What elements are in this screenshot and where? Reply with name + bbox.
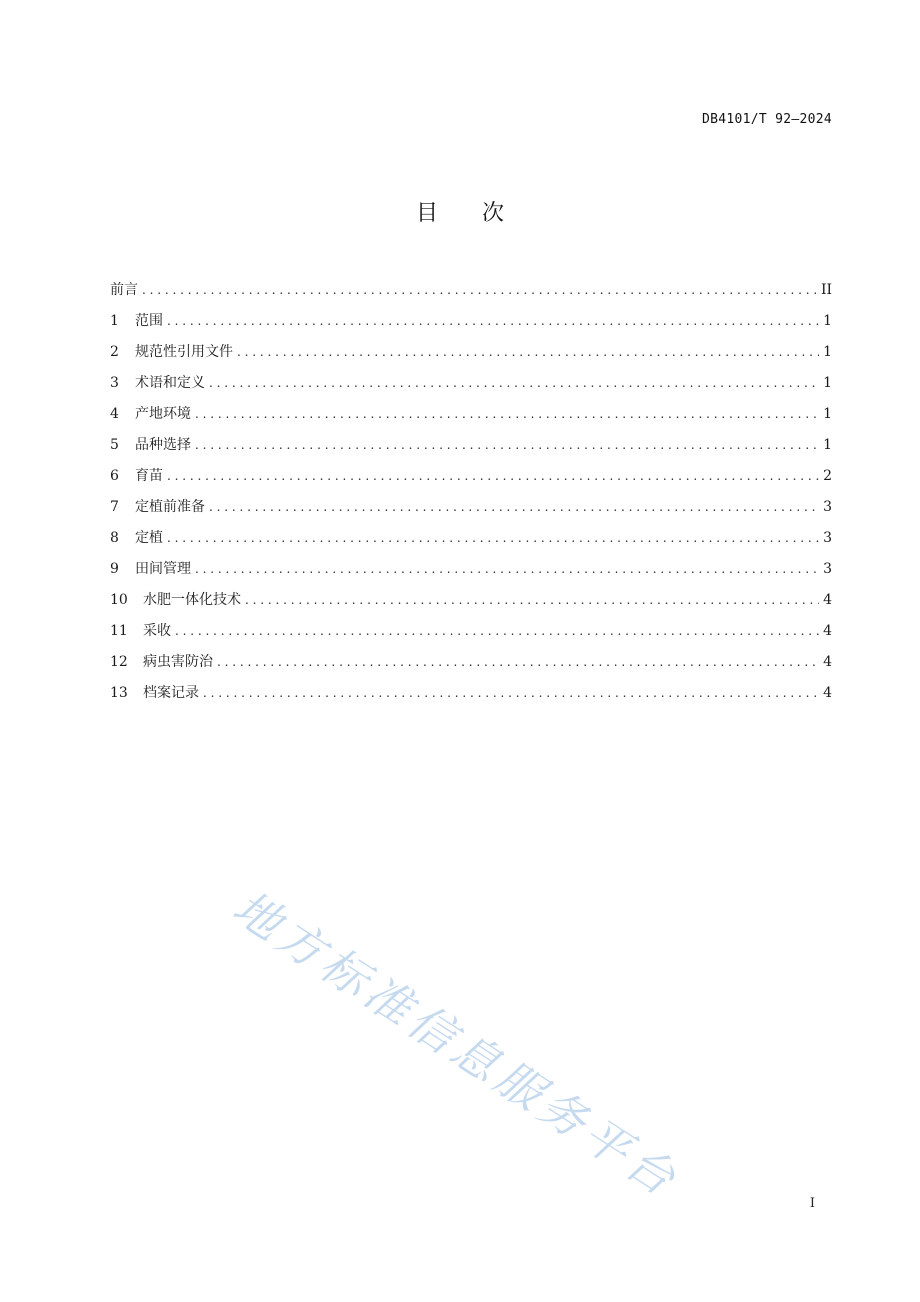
toc-entry-page: 3: [823, 561, 832, 577]
toc-entry[interactable]: [110, 280, 832, 311]
toc-entry-page: 3: [823, 530, 832, 546]
toc-entry-number: 7: [110, 499, 119, 515]
toc-dot-leader: [209, 373, 819, 393]
toc-entry[interactable]: [110, 466, 832, 497]
toc-entry[interactable]: [110, 621, 832, 652]
toc-entry-label: 规范性引用文件: [135, 344, 233, 360]
toc-entry-number: 11: [110, 623, 128, 639]
toc-entry-number: 6: [110, 468, 119, 484]
toc-entry-page: 1: [823, 375, 832, 391]
toc-entry-label: 育苗: [135, 468, 163, 484]
toc-entry-label: 档案记录: [143, 685, 199, 701]
toc-entry-number: 10: [110, 592, 128, 608]
toc-entry-number: 1: [110, 313, 119, 329]
page-title: 目次: [415, 201, 548, 226]
page-number: I: [809, 1196, 815, 1211]
toc-entry-number: 13: [110, 685, 128, 701]
toc-entry-number: 5: [110, 437, 119, 453]
toc-entry-label: 产地环境: [135, 406, 191, 422]
toc-dot-leader: [209, 497, 819, 517]
toc-entry-label: 范围: [135, 313, 163, 329]
toc-entry-label: 品种选择: [135, 437, 191, 453]
toc-entry-label: 定植: [135, 530, 163, 546]
toc-entry-page: 1: [823, 406, 832, 422]
toc-entry-number: 8: [110, 530, 119, 546]
toc-dot-leader: [203, 683, 819, 703]
toc-entry-label: 前言: [110, 282, 138, 298]
toc-dot-leader: [175, 621, 819, 641]
toc-entry[interactable]: [110, 373, 832, 404]
toc-entry-page: 1: [823, 437, 832, 453]
toc-dot-leader: [195, 559, 819, 579]
toc-entry-label: 田间管理: [135, 561, 191, 577]
toc-entry-label: 定植前准备: [135, 499, 205, 515]
toc-entry-label: 病虫害防治: [143, 654, 213, 670]
toc-entry-number: 4: [110, 406, 119, 422]
toc-entry-label: 水肥一体化技术: [143, 592, 241, 608]
toc-entry-number: 3: [110, 375, 119, 391]
toc-entry[interactable]: [110, 528, 832, 559]
toc-entry[interactable]: [110, 311, 832, 342]
toc-entry-page: 4: [823, 623, 832, 639]
toc-entry[interactable]: [110, 652, 832, 683]
toc-entry-page: 2: [823, 468, 832, 484]
toc-entry[interactable]: [110, 404, 832, 435]
toc-entry-label: 采收: [143, 623, 171, 639]
toc-entry-number: 2: [110, 344, 119, 360]
standard-number: DB4101/T 92—2024: [701, 112, 832, 127]
toc-entry[interactable]: [110, 435, 832, 466]
toc-entry-number: 12: [110, 654, 128, 670]
toc-entry-page: 4: [823, 654, 832, 670]
toc-dot-leader: [195, 404, 819, 424]
table-of-contents: [110, 280, 832, 714]
toc-entry[interactable]: [110, 683, 832, 714]
toc-dot-leader: [142, 280, 817, 300]
toc-dot-leader: [237, 342, 819, 362]
toc-entry-label: 术语和定义: [135, 375, 205, 391]
toc-entry-page: 1: [823, 344, 832, 360]
toc-entry-page: 4: [823, 685, 832, 701]
toc-dot-leader: [195, 435, 819, 455]
toc-dot-leader: [167, 466, 819, 486]
toc-entry-number: 9: [110, 561, 119, 577]
toc-entry-page: 1: [823, 313, 832, 329]
toc-dot-leader: [245, 590, 819, 610]
toc-entry-page: II: [820, 282, 832, 298]
toc-entry[interactable]: [110, 559, 832, 590]
watermark: 地方标准信息服务平台: [223, 879, 690, 1209]
toc-dot-leader: [167, 528, 819, 548]
toc-dot-leader: [217, 652, 819, 672]
toc-entry[interactable]: [110, 590, 832, 621]
toc-entry-page: 4: [823, 592, 832, 608]
toc-dot-leader: [167, 311, 819, 331]
toc-entry[interactable]: [110, 342, 832, 373]
toc-entry[interactable]: [110, 497, 832, 528]
toc-entry-page: 3: [823, 499, 832, 515]
